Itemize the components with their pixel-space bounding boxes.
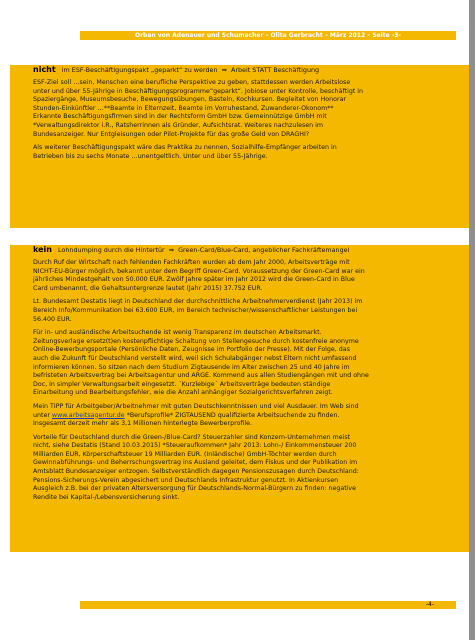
section-esf-heading [33, 65, 469, 75]
text-line: *Verwaltungsdirektor i.R., Ratsherrinnen als Gründer, Aufsichtsrat. Weiteres nachzulesen im [33, 121, 323, 129]
section-esf-heading-text: im ESF-Beschäftigungspakt „geparkt“ zu werden [61, 66, 218, 74]
text-fragment: unter [33, 411, 52, 419]
text-line: Erkannte Beschäftigungsfirmen sind in der Rechtsform GmbH bzw. Gemeinnützige GmbH mit [33, 113, 327, 121]
text-line: jährliches Mindestgehalt von 50.000 EUR. Zwölf Jahre später im Jahr 2012 wird die Green-Card in Blue [33, 276, 355, 284]
text-line: unter und über 55-Jährige in Beschäftigungsprogramme“geparkt“. Jobiose unter Kontrolle, beschäftigt in [33, 87, 364, 95]
section-greencard-heading-text: Lohndumping durch die Hintertür [58, 246, 165, 254]
section-esf-paragraph-2 [33, 144, 469, 161]
text-line: NICHT-EU-Bürger möglich, bekannt unter dem Begriff Green-Card. Voraussetzung der Green-Card war ein [33, 267, 365, 275]
text-line [33, 412, 469, 421]
text-line: Spaziergänge, Museumsbesuche, Bewegungsübungen, Basteln, Kochkursen. Begleitet von Honorar [33, 96, 347, 104]
section-greencard-paragraph-1 [33, 259, 469, 293]
section-esf-panel [10, 65, 469, 228]
text-fragment: *Berufsprofile* ZIGTAUSEND qualifizierte Arbeitsuchende zu finden. [124, 411, 340, 419]
text-line: Gewinnabführungs- und Beherrschungsvertrag ins Ausland geleitet, dem Fiskus und der Publikation im [33, 459, 358, 467]
arrow-right-icon: ⇛ [221, 66, 227, 74]
text-line: Einarbeitung und Bearbeitungsfehler, wie die Anzahl anhängiger Sozialgerichtsverfahren zeigt. [33, 389, 333, 397]
text-line: Ausgleich z.B. bei der privaten Altersversorgung für Deutschlands-Normal-Bürgern zu finden: negative [33, 485, 357, 493]
text-line: ESF-Ziel soll …sein, Menschen eine berufliche Perspektive zu geben, stattdessen werden Arbeitslose [33, 79, 351, 86]
section-greencard-heading-tail: Green-Card/Blue-Card, angeblicher Fachkräftemangel [178, 246, 350, 254]
section-esf-paragraph-1 [33, 79, 469, 139]
section-greencard-heading [33, 245, 469, 255]
page-number: -4- [425, 601, 434, 608]
text-line: Doc, in simpler Verwaltungsarbeit eingesetzt. ´Kurzlebige´ Arbeitsverträge bedeuten ständige [33, 380, 331, 388]
text-line: Mein TIPP für Arbeitgeber/Arbeitnehmer mit guten Deutschkenntnissen und viel Ausdauer. Im Web sind [33, 402, 359, 410]
text-line: Online-Bewerbungsportale (Persönliche Daten, Zeugnisse im Portfolio der Presse). Mit der Folge, das [33, 346, 350, 354]
page-header-bar [80, 31, 456, 40]
section-greencard-paragraph-4 [33, 403, 469, 429]
text-line: Betrieben bis zu sechs Monate …unentgeltlich. Unter und über 55-Jährige. [33, 152, 268, 160]
text-line: Stunden-Einkünftler …**Beamte in Elternzeit, Beamte im Vorruhestand, Zuwanderer-Ökonom** [33, 104, 334, 112]
text-line: informieren können. So sitzen nach dem Studium Zigtausende im Alter zwischen 25 und 40 Jahre im [33, 363, 350, 371]
section-greencard-paragraph-3 [33, 329, 469, 398]
text-line: auch die Zukunft für Deutschland verstellt wird, weil sich Schulabgänger nebst Eltern nicht umfassend [33, 354, 357, 362]
section-greencard-paragraph-5 [33, 434, 469, 503]
section-greencard-keyword: kein [33, 245, 52, 254]
text-line: Durch Ruf der Wirtschaft nach fehlenden Fachkräften wurden ab dem Jahr 2000, Arbeitsverträge mit [33, 259, 350, 266]
text-line: Lt. Bundesamt Destatis liegt in Deutschland der durchschnittliche Arbeitnehmerverdienst (Jahr 2013) im [33, 298, 363, 306]
text-line: Card umbenannt, die Gehaltsuntergrenze lautet (Jahr 2015) 37.752 EUR. [33, 284, 263, 292]
section-esf-heading-tail: Arbeit STATT Beschäftigung [230, 66, 320, 74]
text-line: Rendite bei Kapital-/Lebensversicherung sinkt. [33, 493, 180, 501]
section-greencard-panel [10, 245, 469, 552]
text-line: nicht, siehe Destatis (Stand 10.03.2015) *Steueraufkommen* Jahr 2013: Lohn-/ Einkommensteuer 200 [33, 442, 357, 450]
section-esf-keyword: nicht [33, 65, 56, 74]
arbeitsagentur-link[interactable]: www.arbeitsagentur.de [51, 411, 125, 419]
text-line: Für in- und ausländische Arbeitsuchende ist wenig Transparenz im deutschen Arbeitsmarkt. [33, 329, 322, 337]
text-line: Amtsblatt Bundesanzeiger entzogen. Selbstverständlich dagegen Pensionszusagen durch Deutschland: [33, 468, 359, 476]
page-header-text: Orban von Adenauer und Schumacher – Olita Gerbracht – März 2012 – Seite -3- [135, 32, 401, 39]
text-line: Als weiterer Beschäftigungspakt wäre das Praktika zu nennen, Sozialhilfe-Empfänger arbeiten in [33, 144, 337, 152]
page-shadow-edge [469, 0, 475, 640]
text-line: 56.400 EUR. [33, 315, 72, 323]
text-line: Insgesamt derzeit mehr als 3,1 Millionen hinterlegte Bewerberprofile. [33, 420, 253, 428]
text-line: Bundesanzeiger. Nur Entgleisungen oder Pilot-Projekte für das große Geld von DRAGHI? [33, 130, 310, 138]
text-line: befristeten Arbeitsvertrag bei Arbeitsagentur und ARGE. Kommend aus allen Studiengängen mit und ohne [33, 372, 369, 380]
arrow-right-icon: ⇛ [168, 246, 175, 254]
text-line: Pensions-Sicherungs-Verein abgesichert und Deutschlands Infrastruktur genutzt. In Aktienkursen [33, 476, 339, 484]
text-line: Zeitungsverlage ersetz(t)en kostenpflichtige Schaltung von Stellengesuche durch kostenfreie anonyme [33, 337, 359, 345]
section-greencard-paragraph-2 [33, 298, 469, 324]
text-line: Bereich Info/Kommunikation bei 63.600 EUR, im Bereich technischer/wissenschaftlicher Leistungen bei [33, 306, 358, 314]
text-line: Vorteile für Deutschland durch die Green-/Blue-Card? Steuerzahler sind Konzern-Unternehmen meist [33, 433, 351, 441]
page-footer-bar [80, 601, 456, 609]
text-line: Milliarden EUR, Körperschaftsteuer 19 Milliarden EUR. (Inländische) GmbH-Töchter werden durch [33, 450, 337, 458]
